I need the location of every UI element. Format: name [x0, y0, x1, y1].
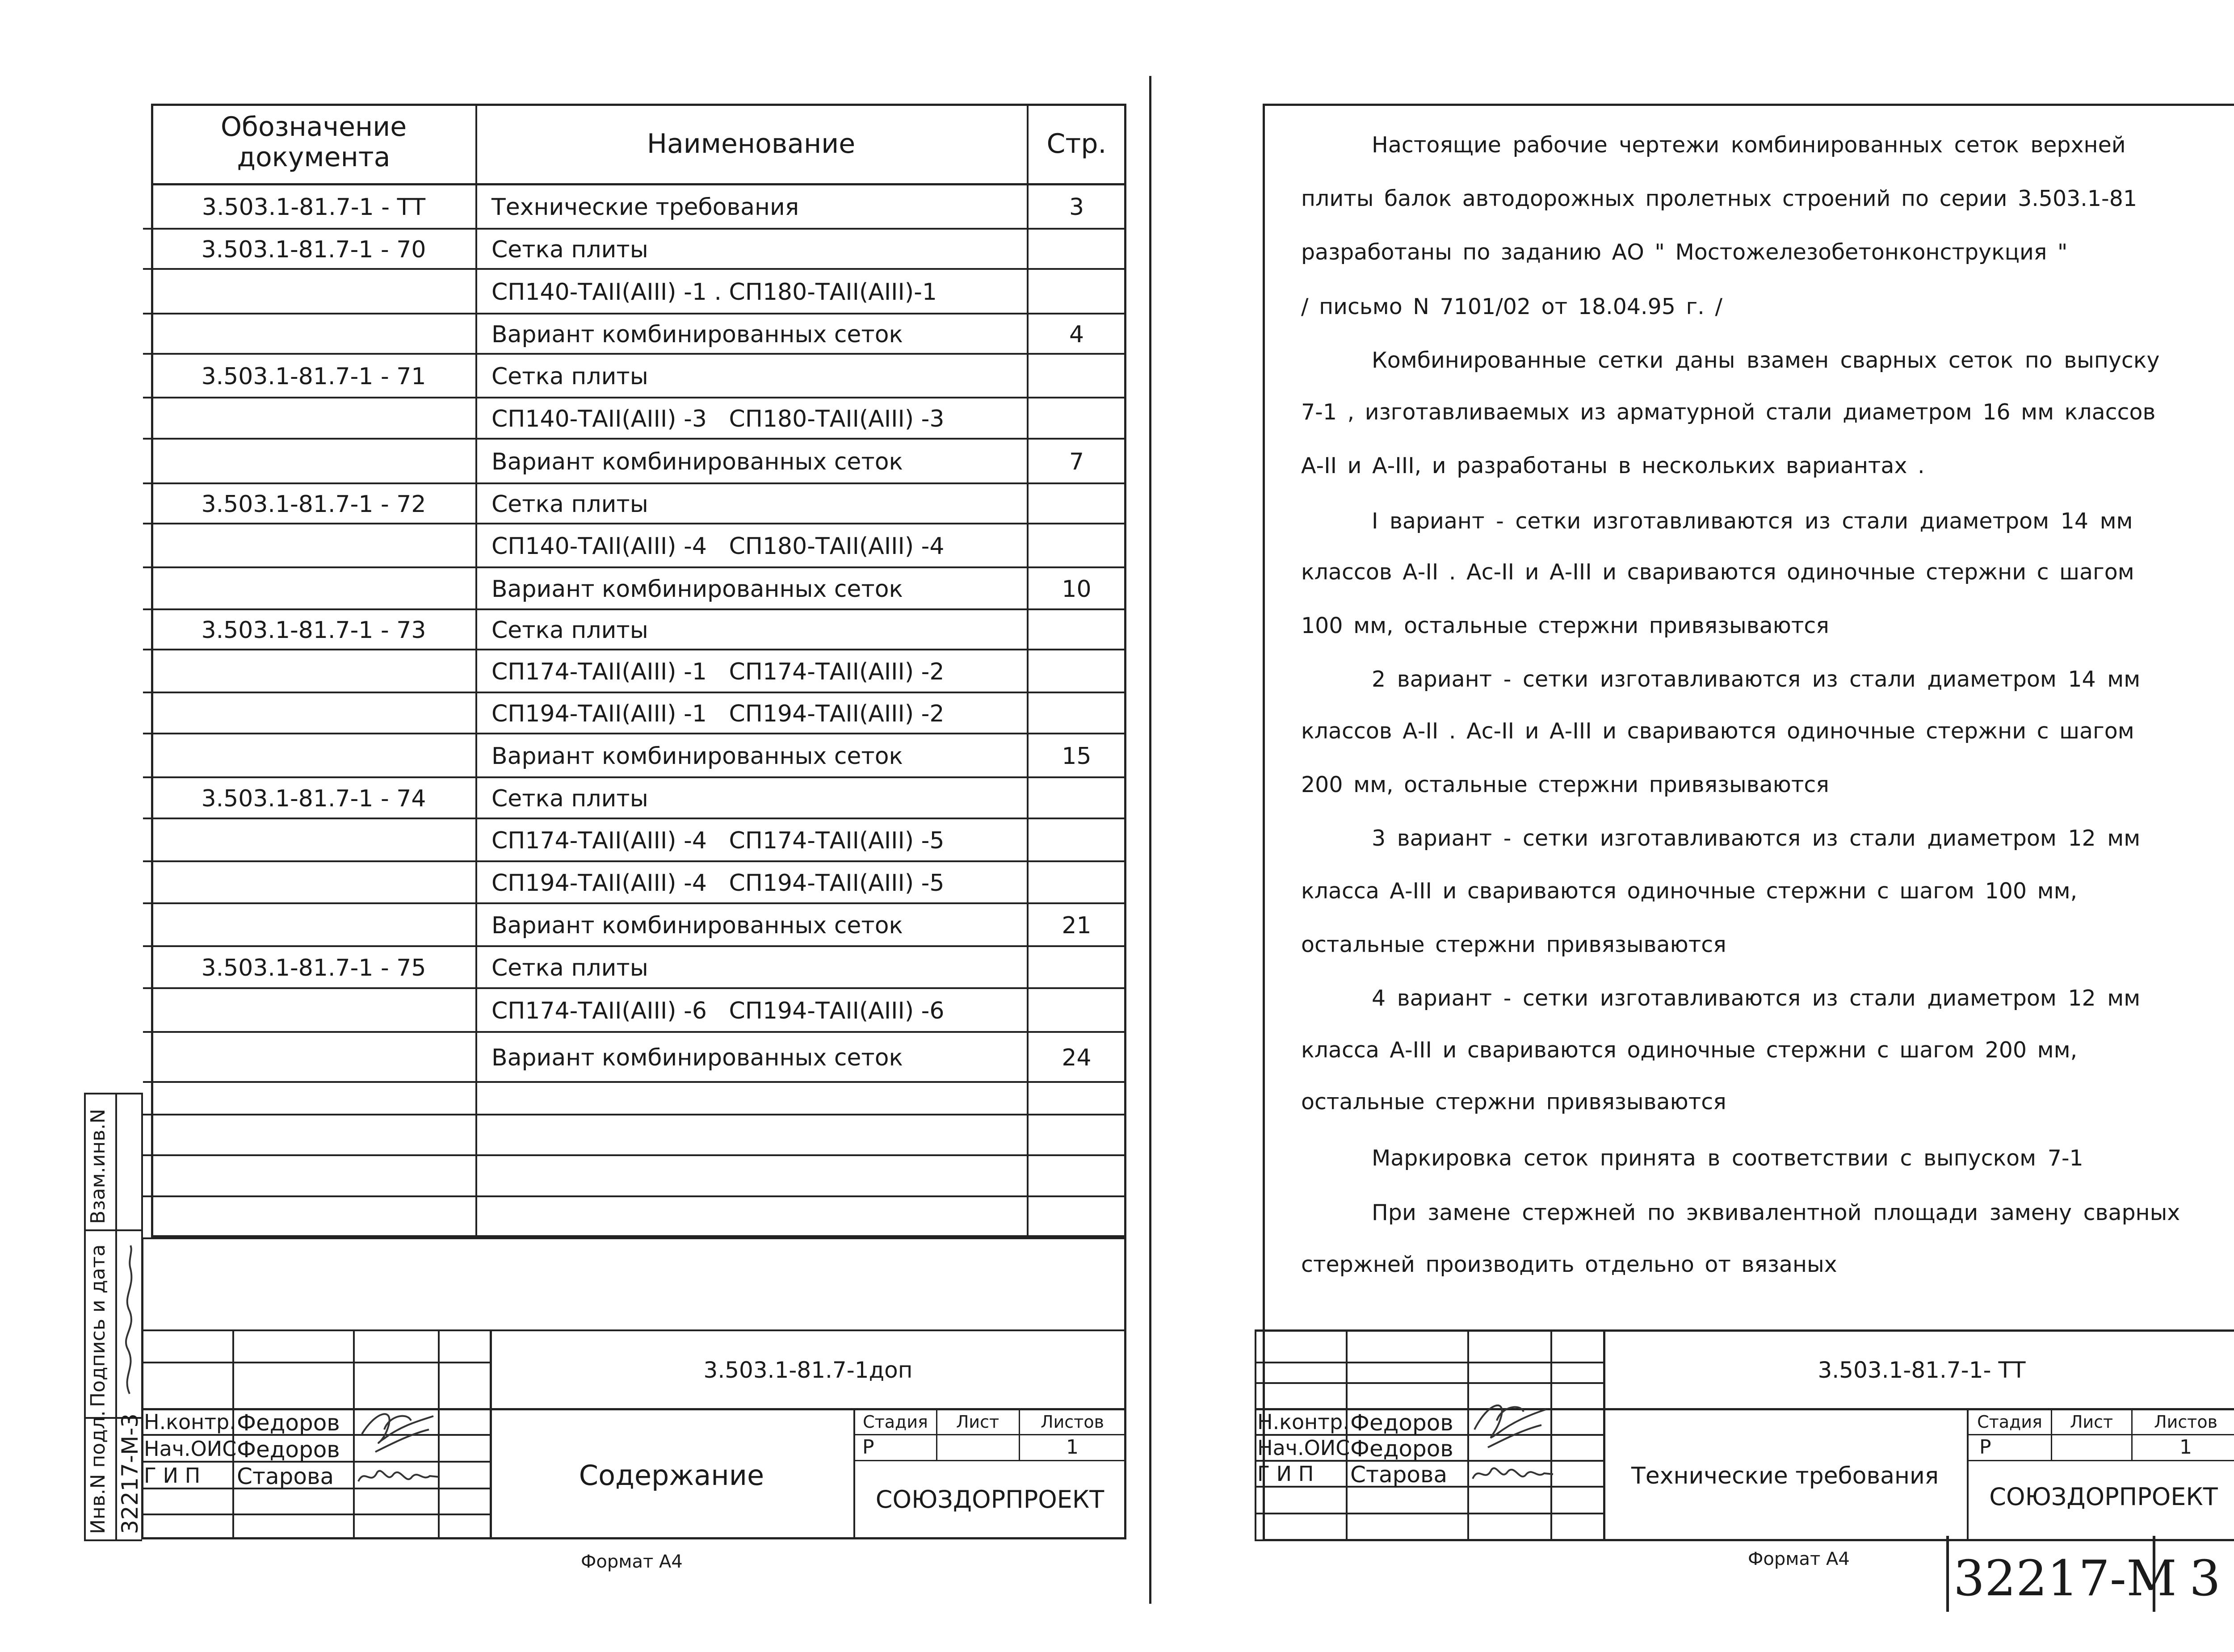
- left-role-name-1: Федоров: [237, 1410, 340, 1436]
- text-line: I вариант - сетки изготавливаются из стали диаметром 14 мм: [1372, 508, 2133, 534]
- row-name: СП194-ТАII(AIII) -1 СП194-ТАII(AIII) -2: [491, 700, 945, 727]
- row-designation: 3.503.1-81.7-1 - ТТ: [202, 194, 426, 221]
- row-designation: 3.503.1-81.7-1 - 72: [201, 491, 426, 518]
- row-name: Сетка плиты: [491, 491, 648, 518]
- album-number: 32217-М: [1953, 1550, 2177, 1607]
- text-line: 2 вариант - сетки изготавливаются из стали диаметром 14 мм: [1372, 667, 2141, 692]
- right-format: Формат А4: [1748, 1549, 1850, 1569]
- row-name: Сетка плиты: [491, 955, 648, 981]
- right-signature-starova: [1470, 1461, 1555, 1488]
- right-sheets-label: Листов: [2154, 1412, 2217, 1432]
- row-name: Вариант комбинированных сеток: [491, 912, 903, 939]
- row-name: Сетка плиты: [491, 236, 648, 263]
- row-name: СП194-ТАII(AIII) -4 СП194-ТАII(AIII) -5: [491, 870, 945, 897]
- left-role-name-3: Старова: [237, 1463, 334, 1489]
- left-role-name-2: Федоров: [237, 1437, 340, 1463]
- right-stage-label: Стадия: [1977, 1412, 2042, 1432]
- left-signature-starova: [356, 1463, 441, 1490]
- row-name: СП174-ТАII(AIII) -1 СП174-ТАII(AIII) -2: [491, 658, 945, 685]
- row-name: СП174-ТАII(AIII) -6 СП194-ТАII(AIII) -6: [491, 998, 945, 1024]
- stamp-signature-date: Подпись и дата: [87, 1244, 109, 1407]
- row-page: 3: [1069, 194, 1084, 221]
- row-designation: 3.503.1-81.7-1 - 71: [201, 363, 426, 390]
- text-line: Комбинированные сетки даны взамен сварных сеток по выпуску: [1372, 348, 2160, 373]
- row-name: СП140-ТАII(AIII) -3 СП180-ТАII(AIII) -3: [491, 406, 945, 432]
- right-sheets-value: 1: [2179, 1436, 2192, 1459]
- row-page: 24: [1062, 1044, 1092, 1071]
- binding-line: [1149, 76, 1151, 1604]
- row-page: 7: [1069, 449, 1084, 475]
- header-name: Наименование: [647, 128, 856, 159]
- row-name: Вариант комбинированных сеток: [491, 576, 903, 603]
- text-line: стержней производить отдельно от вязаных: [1301, 1252, 1837, 1277]
- row-designation: 3.503.1-81.7-1 - 70: [201, 236, 426, 263]
- row-designation: 3.503.1-81.7-1 - 74: [201, 785, 426, 812]
- text-line: разработаны по заданию АО " Мостожелезобетонконструкция ": [1301, 239, 2068, 265]
- row-name: СП140-ТАII(AIII) -4 СП180-ТАII(AIII) -4: [491, 533, 945, 560]
- row-name: Технические требования: [491, 194, 799, 221]
- text-line: 200 мм, остальные стержни привязываются: [1301, 772, 1829, 797]
- left-org: СОЮЗДОРПРОЕКТ: [875, 1485, 1104, 1514]
- row-name: Вариант комбинированных сеток: [491, 1044, 903, 1071]
- row-name: Сетка плиты: [491, 785, 648, 812]
- left-stage-value: Р: [862, 1436, 874, 1459]
- text-line: 100 мм, остальные стержни привязываются: [1301, 613, 1829, 638]
- row-name: Сетка плиты: [491, 363, 648, 390]
- header-page: Стр.: [1046, 128, 1107, 159]
- text-line: Настоящие рабочие чертежи комбинированных сеток верхней: [1372, 132, 2126, 158]
- row-page: 15: [1062, 743, 1092, 770]
- row-name: Вариант комбинированных сеток: [491, 321, 903, 348]
- left-role-3: Г И П: [144, 1463, 201, 1488]
- text-line: При замене стержней по эквивалентной площади замену сварных: [1372, 1200, 2180, 1225]
- row-name: Вариант комбинированных сеток: [491, 449, 903, 475]
- right-signature-fedorov: [1470, 1394, 1550, 1456]
- row-page: 4: [1069, 321, 1084, 348]
- row-designation: 3.503.1-81.7-1 - 73: [201, 617, 426, 644]
- left-format: Формат А4: [581, 1551, 683, 1572]
- right-org: СОЮЗДОРПРОЕКТ: [1989, 1483, 2218, 1511]
- text-line: классов А-II . Ас-II и А-III и свариваются одиночные стержни с шагом: [1301, 718, 2134, 744]
- right-sheet-label: Лист: [2070, 1412, 2113, 1432]
- row-name: Вариант комбинированных сеток: [491, 743, 903, 770]
- right-doc-code: 3.503.1-81.7-1- ТТ: [1818, 1357, 2026, 1383]
- right-role-name-2: Федоров: [1350, 1436, 1453, 1462]
- text-line: плиты балок автодорожных пролетных строений по серии 3.503.1-81: [1301, 186, 2137, 211]
- left-sheets-label: Листов: [1041, 1412, 1104, 1432]
- row-name: Сетка плиты: [491, 617, 648, 644]
- right-role-1: Н.контр.: [1257, 1410, 1349, 1434]
- left-doc-code: 3.503.1-81.7-1доп: [703, 1357, 913, 1383]
- text-line: 4 вариант - сетки изготавливаются из стали диаметром 12 мм: [1372, 985, 2141, 1011]
- text-line: 7-1 , изготавливаемых из арматурной стали диаметром 16 мм классов: [1301, 399, 2156, 425]
- right-stage-value: Р: [1979, 1436, 1991, 1459]
- right-doc-title: Технические требования: [1631, 1463, 1939, 1489]
- stamp-signature-image: [117, 1242, 141, 1398]
- text-line: класса А-III и свариваются одиночные стержни с шагом 200 мм,: [1301, 1037, 2078, 1063]
- left-stage-label: Стадия: [863, 1412, 928, 1432]
- left-signature-fedorov: [357, 1403, 438, 1461]
- right-role-2: Нач.ОИС: [1257, 1436, 1350, 1460]
- text-line: 3 вариант - сетки изготавливаются из стали диаметром 12 мм: [1372, 826, 2141, 851]
- left-role-1: Н.контр.: [144, 1410, 236, 1434]
- row-name: СП174-ТАII(AIII) -4 СП174-ТАII(AIII) -5: [491, 827, 945, 854]
- right-role-name-3: Старова: [1350, 1462, 1448, 1488]
- stamp-inv-no: Инв.N подл.: [87, 1410, 109, 1534]
- left-role-2: Нач.ОИС: [144, 1437, 237, 1461]
- page-number: 3: [2189, 1550, 2221, 1607]
- left-sheets-value: 1: [1066, 1436, 1079, 1459]
- right-role-3: Г И П: [1257, 1462, 1314, 1486]
- text-line: остальные стержни привязываются: [1301, 1089, 1726, 1115]
- text-line: Маркировка сеток принята в соответствии с выпуском 7-1: [1372, 1145, 2083, 1171]
- left-sheet-label: Лист: [956, 1412, 999, 1432]
- text-line: остальные стержни привязываются: [1301, 932, 1726, 957]
- header-designation: Обозначение документа: [220, 111, 407, 173]
- row-page: 10: [1062, 576, 1092, 603]
- text-line: А-II и А-III, и разработаны в нескольких вариантах .: [1301, 453, 1925, 478]
- row-designation: 3.503.1-81.7-1 - 75: [201, 955, 426, 981]
- text-line: классов А-II . Ас-II и А-III и свариваются одиночные стержни с шагом: [1301, 559, 2134, 585]
- stamp-replace-inv: Взам.инв.N: [87, 1109, 109, 1224]
- right-role-name-1: Федоров: [1350, 1410, 1453, 1436]
- text-line: класса А-III и свариваются одиночные стержни с шагом 100 мм,: [1301, 878, 2078, 904]
- row-page: 21: [1062, 912, 1092, 939]
- row-name: СП140-ТАII(AIII) -1 . СП180-ТАII(AIII)-1: [491, 279, 937, 306]
- text-line: / письмо N 7101/02 от 18.04.95 г. /: [1301, 294, 1722, 319]
- stamp-number: 32217-М-3: [117, 1413, 143, 1534]
- left-doc-title: Содержание: [579, 1459, 764, 1492]
